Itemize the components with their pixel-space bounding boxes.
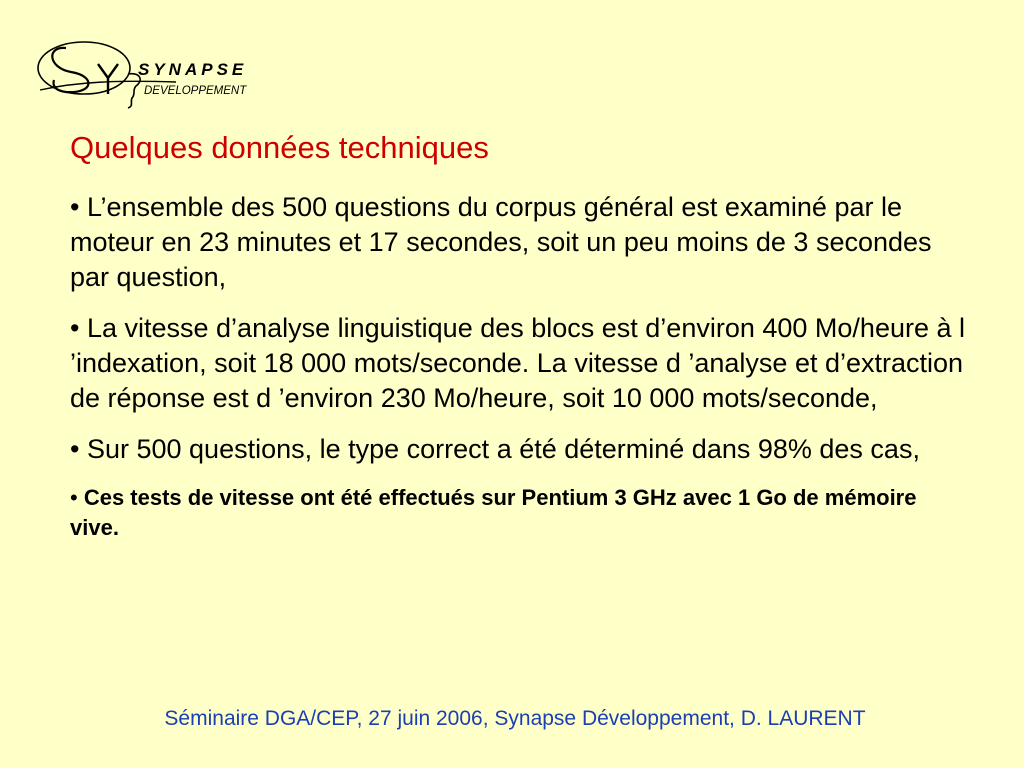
bullet-text: La vitesse d’analyse linguistique des blocs est d’environ 400 Mo/heure à l ’indexation, soit 18 000 mots/seconde. La vitesse d ’analyse et d’extraction de réponse est d ’environ 230 Mo/heure, soit 10 000 mots/seconde,	[70, 313, 965, 413]
logo-brand-text: SYNAPSE	[138, 60, 248, 79]
bullet-item	[70, 432, 970, 467]
logo-subtitle-text: DEVELOPPEMENT	[144, 85, 247, 97]
bullet-item	[70, 190, 970, 295]
bullet-marker: •	[70, 485, 78, 510]
bullet-text: L’ensemble des 500 questions du corpus général est examiné par le moteur en 23 minutes et 17 secondes, soit un peu moins de 3 secondes par question,	[70, 192, 932, 292]
slide-footer	[0, 707, 1024, 731]
bullet-text: Ces tests de vitesse ont été effectués sur Pentium 3 GHz avec 1 Go de mémoire vive.	[70, 485, 917, 540]
slide-title: Quelques données techniques	[70, 130, 489, 165]
bullet-marker: •	[70, 313, 80, 343]
bullet-list	[70, 190, 970, 559]
bullet-item	[70, 311, 970, 416]
footer-text: Séminaire DGA/CEP, 27 juin 2006, Synapse Développement, D. LAURENT	[164, 707, 866, 730]
bullet-marker: •	[70, 434, 80, 464]
bullet-text: Sur 500 questions, le type correct a été déterminé dans 98% des cas,	[86, 434, 920, 464]
bullet-marker: •	[70, 192, 80, 222]
synapse-logo-graphic	[36, 28, 276, 114]
synapse-logo	[36, 28, 276, 114]
bullet-item-bold	[70, 483, 970, 543]
